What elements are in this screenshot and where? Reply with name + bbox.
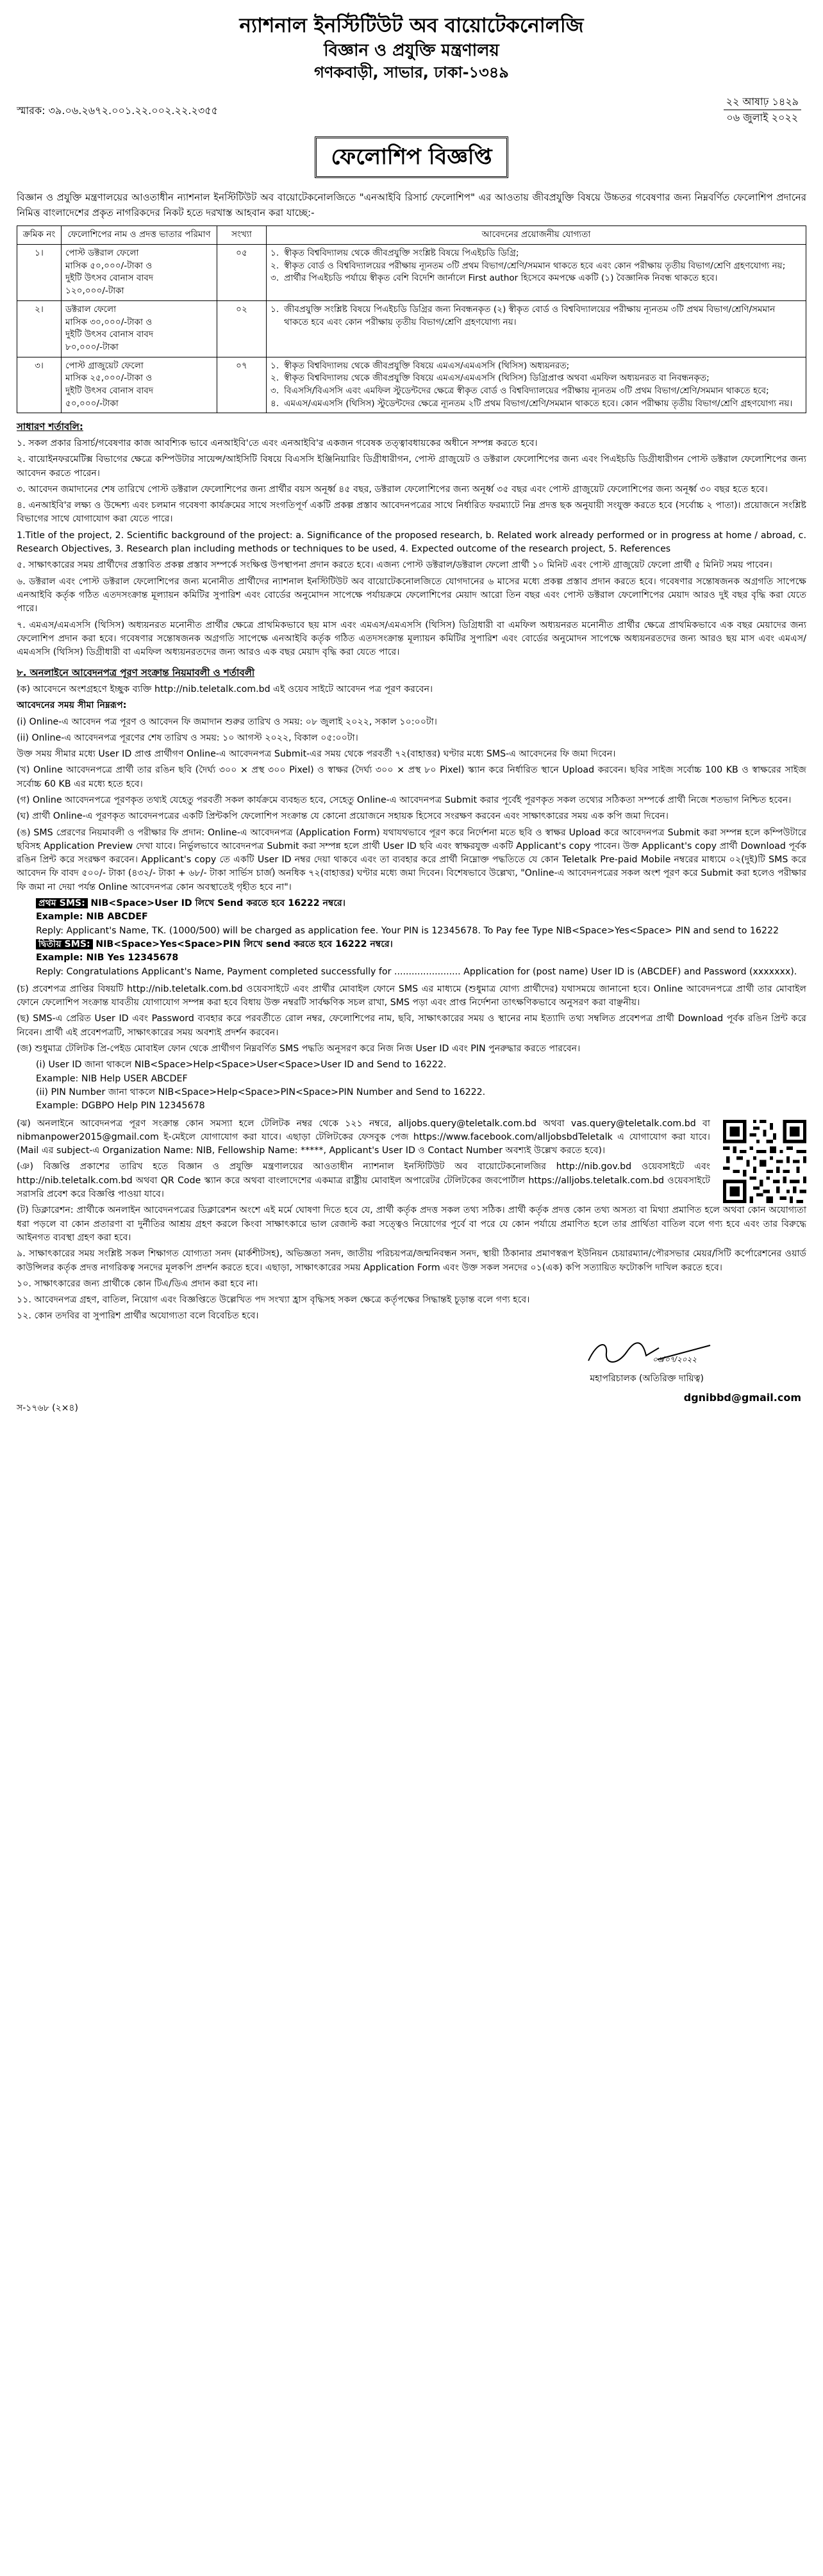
qualification-item: ৩. বিএসসি/বিএসসি এবং এমফিল স্টুডেন্টদের ক্ষেত্রে স্বীকৃত বোর্ড ও বিশ্ববিদ্যালয়ের পরীক্ষায় ন্যূনতম ৩টি প্রথম বিভাগ/শ্রেণি/সমমান থাকতে হবে;	[270, 386, 769, 397]
row-fellowship	[62, 300, 217, 357]
handwritten-signature	[582, 1334, 723, 1372]
fellowship-line: দুইটি উৎসব বোনাস বাবদ	[65, 386, 154, 397]
recover-pin-example: Example: DGBPO Help PIN 12345678	[36, 1101, 205, 1112]
online-rule: (চ) প্রবেশপত্র প্রাপ্তির বিষয়টি http://nib.teletalk.com.bd ওয়েবসাইটে এবং প্রার্থীর মোবাইল ফোনে SMS এর মাধ্যমে (শুধুমাত্র যোগ্য প্রার্থীদের) যথাসময়ে জানানো হবে। Online আবেদনপত্রে প্রার্থী তার মোবাইল ফোনে ফেলোশিপ সংক্রান্ত যাবতীয় যোগাযোগ সম্পন্ন করা হবে বিধায় উক্ত নম্বরটি সার্বক্ষণিক সচল রাখা, SMS পড়া এবং প্রাপ্ত নির্দেশনা তাৎক্ষণিকভাবে অনুসরণ করা বাঞ্ছনীয়।	[17, 983, 806, 1008]
row-count: ০৫	[217, 245, 267, 301]
row-fellowship	[62, 357, 217, 413]
fellowship-line: মাসিক ৩০,০০০/-টাকা ও	[65, 316, 153, 327]
tail-condition: ১২. কোন তদবির বা সুপারিশ প্রার্থীর অযোগ্যতা বলে বিবেচিত হবে।	[17, 1311, 259, 1322]
qualification-item: ২. স্বীকৃত বিশ্ববিদ্যালয় থেকে জীবপ্রযুক্তি বিষয়ে এমএস/এমএসসি (থিসিস) ডিগ্রিপ্রাপ্ত অথবা এমফিল অধ্যয়নরত বা নিবন্ধনকৃত;	[270, 373, 710, 384]
first-sms-tag: প্রথম SMS:	[36, 898, 88, 908]
time-start: (i) Online-এ আবেদন পত্র পূরণ ও আবেদন ফি জমাদান শুরুর তারিখ ও সময়: ০৮ জুলাই ২০২২, সকাল ১০:০০টা।	[17, 716, 437, 727]
second-sms-format: NIB<Space>Yes<Space>PIN লিখে send করতে হবে 16222 নম্বরে।	[96, 939, 393, 949]
first-sms-example: Example: NIB ABCDEF	[36, 912, 148, 923]
row-qualification	[267, 357, 806, 413]
fellowship-title: ডক্টরাল ফেলো	[65, 304, 117, 315]
table-header-row	[17, 226, 806, 245]
table-row	[17, 300, 806, 357]
general-condition: ২. বায়োইনফরমেটিক্স বিভাগের ক্ষেত্রে কম্পিউটার সায়েন্স/আইসিটি বিষয়ে বিএসসি ইঞ্জিনিয়ারিং ডিগ্রীধারীগন, পোস্ট গ্রাজুয়েট ও ডক্টরাল ফেলোশিপের জন্য এবং পিএইচডি ডিগ্রীধারীগন পোস্ট ডক্টরাল ফেলোশিপের জন্য আবেদন করতে পারেন।	[17, 454, 806, 479]
fellowship-line: ৮০,০০০/-টাকা	[65, 341, 119, 352]
memo-reference: স্মারক: ৩৯.০৬.২৬৭২.০০১.২২.০০২.২২.২৩৫৫	[17, 104, 219, 117]
recover-pin: (ii) PIN Number জানা থাকলে NIB<Space>Help<Space>PIN<Space>PIN Number and Send to 16222.	[36, 1087, 486, 1097]
first-sms-reply: Reply: Applicant's Name, TK. (1000/500) will be charged as application fee. Your PIN is 12345678. To Pay fee Type NIB<Space>Yes<Space> PIN and send to 16222	[36, 925, 779, 936]
online-rules-heading: ৮. অনলাইনে আবেদনপত্র পূরণ সংক্রান্ত নিয়মাবলী ও শর্তাবলী	[17, 667, 255, 679]
date-bangla: ২২ আষাঢ় ১৪২৯	[724, 94, 801, 110]
online-rule: (খ) Online আবেদনপত্রে প্রার্থী তার রঙিন ছবি (দৈর্ঘ্য ৩০০ × প্রস্থ ৩০০ Pixel) ও স্বাক্ষর (দৈর্ঘ্য ৩০০ × প্রস্থ ৮০ Pixel) স্ক্যান করে নির্ধারিত স্থানে Upload করবেন। ছবির সাইজ সর্বোচ্চ 100 KB ও স্বাক্ষরের সাইজ সর্বোচ্চ 60 KB এর মধ্যে হতে হবে।	[17, 765, 806, 789]
row-count: ০২	[217, 300, 267, 357]
online-rule: (ঘ) প্রার্থী Online-এ পূরণকৃত আবেদনপত্রের একটি প্রিন্টকপি ফেলোশিপ সংক্রান্ত যে কোনো প্রয়োজনে সহায়ক হিসেবে সংরক্ষণ করবেন এবং সাক্ষাৎকারের সময় এক কপি জমা দিবেন।	[17, 811, 669, 822]
general-conditions-heading: সাধারণ শর্তাবলি:	[17, 421, 83, 433]
institute-name: ন্যাশনাল ইনস্টিটিউট অব বায়োটেকনোলজি	[239, 14, 584, 37]
sms-instructions	[36, 897, 806, 979]
online-rule: (গ) Online আবেদনপত্রে পূরণকৃত তথ্যই যেহেতু পরবর্তী সকল কার্যক্রমে ব্যবহৃত হবে, সেহেতু Online-এ আবেদনপত্র Submit করার পূর্বেই পূরণকৃত সকল তথ্যের সঠিকতা সম্পর্কে প্রার্থী নিজে শতভাগ নিশ্চিত হবেন।	[17, 795, 792, 805]
fellowship-line: মাসিক ৫০,০০০/-টাকা ও	[65, 260, 153, 271]
time-fee: উক্ত সময় সীমার মধ্যে User ID প্রাপ্ত প্রার্থীগণ Online-এ আবেদনপত্র Submit-এর সময় থেকে পরবর্তী ৭২(বাহাত্তর) ঘণ্টার মধ্যে SMS-এ আবেদনের ফি জমা দিবেন।	[17, 749, 616, 760]
date-gregorian: ০৬ জুলাই ২০২২	[726, 111, 799, 124]
institute-address: গণকবাড়ী, সাভার, ঢাকা-১৩৪৯	[314, 63, 509, 81]
contact-info: (ঝ) অনলাইনে আবেদনপত্র পূরণ সংক্রান্ত কোন সমস্যা হলে টেলিটক নম্বর থেকে ১২১ নম্বরে, alljobs.query@teletalk.com.bd অথবা vas.query@teletalk.com.bd বা nibmanpower2015@gmail.com ই-মেইলে যোগাযোগ করা যাবে। এছাড়া টেলিটকের ফেসবুক পেজ https://www.facebook.com/alljobsbdTeletalk এ যোগাযোগ করা যাবে। (Mail এর subject-এ Organization Name: NIB, Fellowship Name: *****, Applicant's User ID ও Contact Number অবশ্যই উল্লেখ করতে হবে)।	[17, 1118, 710, 1156]
letterhead	[17, 13, 806, 83]
second-sms-example: Example: NIB Yes 12345678	[36, 953, 179, 964]
fellowship-line: দুইটি উৎসব বোনাস বাবদ	[65, 273, 154, 284]
qualification-item: ৩. প্রার্থীর পিএইচডি পর্যায়ে স্বীকৃত বেশি বিদেশি জার্নালে First author হিসেবে কমপক্ষে একটি (১) বৈজ্ঞানিক নিবন্ধ থাকতে হবে।	[270, 273, 718, 284]
tail-condition: ১১. আবেদনপত্র গ্রহণ, বাতিল, নিয়োগ এবং বিজ্ঞপ্তিতে উল্লেখিত পদ সংখ্যা হ্রাস বৃদ্ধিসহ সকল ক্ষেত্রে কর্তৃপক্ষের সিদ্ধান্তই চূড়ান্ত বলে গণ্য হবে।	[17, 1295, 530, 1306]
row-qualification	[267, 245, 806, 301]
circular-availability: (ঞ) বিজ্ঞপ্তি প্রকাশের তারিখ হতে বিজ্ঞান ও প্রযুক্তি মন্ত্রণালয়ের আওতাধীন ন্যাশনাল ইনস্টিটিউট অব বায়োটেকনোলজির http://nib.gov.bd ওয়েবসাইটে এবং http://nib.teletalk.com.bd অথবা QR Code স্ক্যান করে অথবা বাংলাদেশের একমাত্র রাষ্ট্রীয় মোবাইল অপারেটর টেলিটকের জবপোর্টাল https://alljobs.teletalk.com.bd ওয়েবসাইটে সরাসরি প্রবেশ করে বিজ্ঞপ্তি পাওয়া যাবে।	[17, 1161, 710, 1200]
fellowship-title: পোস্ট গ্রাজুয়েট ফেলো	[65, 360, 144, 371]
header-count: সংখ্যা	[217, 226, 267, 245]
intro-paragraph: বিজ্ঞান ও প্রযুক্তি মন্ত্রণালয়ের আওতাধীন ন্যাশনাল ইনস্টিটিউট অব বায়োটেকনোলজিতে "এনআইবি রিসার্চ ফেলোশিপ" এর আওতায় জীবপ্রযুক্তি বিষয়ে উচ্চতর গবেষণার জন্য নিম্নবর্ণিত ফেলোশিপ প্রদানের নিমিত্ত বাংলাদেশের প্রকৃত নাগরিকদের নিকট হতে দরখাস্ত আহবান করা যাচ্ছে:-	[17, 192, 806, 219]
general-condition: ১. সকল প্রকার রিসার্চ/গবেষণার কাজ আবশ্যিক ভাবে এনআইবি'তে এবং এনআইবি'র একজন গবেষক তত্ত্বাবধায়কের অধীনে সম্পন্ন করতে হবে।	[17, 438, 538, 448]
memo-row	[17, 94, 806, 133]
fellowship-line: ৫০,০০০/-টাকা	[65, 398, 119, 409]
general-condition: ৩. আবেদন জমাদানের শেষ তারিখে পোস্ট ডক্টরাল ফেলোশিপের জন্য প্রার্থীর বয়স অনূর্ধ্ব ৪৫ বছর, ডক্টরাল ফেলোশিপের জন্য অনূর্ধ্ব ৩৫ বছর এবং পোস্ট গ্রাজুয়েট ফেলোশিপের জন্য অনূর্ধ্ব ৩০ বছর হতে হবে।	[17, 484, 768, 495]
press-code: স-১৭৬৮ (২×৪)	[17, 1402, 78, 1413]
table-row	[17, 357, 806, 413]
fellowship-table	[17, 226, 806, 413]
row-fellowship	[62, 245, 217, 301]
ministry-name: বিজ্ঞান ও প্রযুক্তি মন্ত্রণালয়	[324, 40, 499, 60]
signatory-email: dgnibbd@gmail.com	[683, 1391, 801, 1404]
qualification-item: ২. স্বীকৃত বোর্ড ও বিশ্ববিদ্যালয়ের পরীক্ষায় ন্যূনতম ৩টি প্রথম বিভাগ/শ্রেণি/সমমান থাকতে হবে এবং কোন পরীক্ষায় তৃতীয় বিভাগ/শ্রেণি গ্রহণযোগ্য নয়;	[270, 260, 786, 271]
second-sms	[36, 938, 806, 951]
qualification-item: ৪. এমএস/এমএসসি (থিসিস) স্টুডেন্টদের ক্ষেত্রে ন্যূনতম ২টি প্রথম বিভাগ/শ্রেণি/সমমান থাকতে হবে। কোন পরীক্ষায় তৃতীয় বিভাগ/শ্রেণি গ্রহণযোগ্য নয়।	[270, 398, 793, 409]
tail-condition: ৯. সাক্ষাৎকারের সময় সংশ্লিষ্ট সকল শিক্ষাগত যোগ্যতা সনদ (মার্কশীটসহ), অভিজ্ঞতা সনদ, জাতীয় পরিচয়পত্র/জন্মনিবন্ধন সনদ, স্থায়ী ঠিকানার প্রমাণস্বরূপ ইউনিয়ন চেয়ারম্যান/পৌরসভার মেয়র/সিটি কর্পোরেশনের ওয়ার্ড কাউন্সিলর কর্তৃক প্রদত্ত নাগরিকত্ব সনদের মূলকপি প্রদর্শন করতে হবে। এছাড়া, সাক্ষাৎকারের সময় Application Form এবং উক্ত সকল সনদের ০১(এক) কপি সত্যায়িত ফটোকপি দাখিল করতে হবে।	[17, 1249, 806, 1273]
second-sms-reply: Reply: Congratulations Applicant's Name, Payment completed successfully for ....................... Application for (post name) User ID is (ABCDEF) and Password (xxxxxxx).	[36, 966, 797, 977]
row-serial: ১।	[17, 245, 62, 301]
time-heading: আবেদনের সময় সীমা নিম্নরূপ:	[17, 700, 127, 711]
project-format: 1.Title of the project, 2. Scientific background of the project: a. Significance of the proposed research, b. Related work already performed or in progress at home / abroad, c. Research Objectives, 3. Research plan including methods or techniques to be used, 4. Expected outcome of the research project, 5. References	[17, 530, 806, 555]
tail-condition: ১০. সাক্ষাৎকারের জন্য প্রার্থীকে কোন টিএ/ডিএ প্রদান করা হবে না।	[17, 1278, 258, 1289]
qualification-item: ১. স্বীকৃত বিশ্ববিদ্যালয় থেকে জীবপ্রযুক্তি সংশ্লিষ্ট বিষয়ে পিএইচডি ডিগ্রি;	[270, 248, 519, 259]
online-rule: (জ) শুধুমাত্র টেলিটক প্রি-পেইড মোবাইল ফোন থেকে প্রার্থীগণ নিম্নবর্ণিত SMS পদ্ধতি অনুসরণ করে নিজ নিজ User ID এবং PIN পুনরুদ্ধার করতে পারবেন।	[17, 1044, 581, 1054]
time-end: (ii) Online-এ আবেদনপত্র পূরণের শেষ তারিখ ও সময়: ১০ আগস্ট ২০২২, বিকাল ০৫:০০টা।	[17, 732, 358, 743]
general-condition: ৬. ডক্টরাল এবং পোস্ট ডক্টরাল ফেলোশিপের জন্য মনোনীত প্রার্থীদের ন্যাশনাল ইনস্টিটিউট অব বায়োটেকনোলজিতে যোগদানের ৬ মাসের মধ্যে প্রকল্প প্রস্তাব প্রদান করতে হবে। গবেষণার সন্তোষজনক অগ্রগতি সাপেক্ষে এনআইবি কর্তৃক গঠিত এতদসংক্রান্ত মূল্যায়ন কমিটির সুপারিশ এবং বোর্ডের অনুমোদন সাপেক্ষে পর্যায়ক্রমে ফেলোশিপের মেয়াদ আরো তিন বছর এবং পোস্ট ডক্টরাল ফেলোশিপের মেয়াদ আরও দুই বছর বৃদ্ধি করা যেতে পারে।	[17, 576, 806, 614]
online-rule: (ক) আবেদনে অংশগ্রহণে ইচ্ছুক ব্যক্তি http://nib.teletalk.com.bd এই ওয়েব সাইটে আবেদন পত্র পূরণ করবেন।	[17, 684, 433, 694]
fellowship-title: পোস্ট ডক্টরাল ফেলো	[65, 248, 139, 259]
first-sms	[36, 897, 806, 910]
svg-text:০৬/০৭/২০২২: ০৬/০৭/২০২২	[653, 1354, 697, 1364]
header-serial: ক্রমিক নং	[17, 226, 62, 245]
second-sms-tag: দ্বিতীয় SMS:	[36, 939, 93, 949]
signature-block	[17, 1330, 806, 1420]
memo-dates	[724, 94, 801, 126]
signatory-designation: মহাপরিচালক (অতিরিক্ত দায়িত্ব)	[590, 1373, 704, 1384]
contact-block	[17, 1117, 806, 1202]
header-fellowship: ফেলোশিপের নাম ও প্রদত্ত ভাতার পরিমাণ	[62, 226, 217, 245]
general-condition: ৫. সাক্ষাৎকারের সময় প্রার্থীদের প্রস্তাবিত প্রকল্প প্রস্তাব সম্পর্কে সংক্ষিপ্ত উপস্থাপনা প্রদান করতে হবে। এজন্য পোস্ট ডক্টরাল/ডক্টরাল ফেলো প্রার্থী ১০ মিনিট এবং পোস্ট গ্রাজুয়েট ফেলো প্রার্থী ৫ মিনিট সময় পাবেন।	[17, 560, 772, 571]
table-row	[17, 245, 806, 301]
fellowship-line: মাসিক ২৫,০০০/-টাকা ও	[65, 373, 153, 384]
row-count: ০৭	[217, 357, 267, 413]
row-qualification	[267, 300, 806, 357]
row-serial: ৩।	[17, 357, 62, 413]
recovery-instructions	[36, 1058, 806, 1113]
notice-title: ফেলোশিপ বিজ্ঞপ্তি	[315, 136, 508, 178]
qualification-item: ১. স্বীকৃত বিশ্ববিদ্যালয় থেকে জীবপ্রযুক্তি বিষয়ে এমএস/এমএসসি (থিসিস) অধ্যয়নরত;	[270, 360, 570, 371]
header-qualification: আবেদনের প্রয়োজনীয় যোগ্যতা	[267, 226, 806, 245]
recover-userid-example: Example: NIB Help USER ABCDEF	[36, 1073, 188, 1084]
recover-userid: (i) User ID জানা থাকলে NIB<Space>Help<Space>User<Space>User ID and Send to 16222.	[36, 1060, 447, 1071]
qr-code-icon[interactable]	[723, 1120, 806, 1203]
online-rule: (ছ) SMS-এ প্রেরিত User ID এবং Password ব্যবহার করে পরবর্তীতে রোল নম্বর, ফেলোশিপের নাম, ছবি, সাক্ষাৎকারের সময় ও স্থানের নাম ইত্যাদি তথ্য সম্বলিত প্রবেশপত্র প্রার্থী Download পূর্বক রঙিন প্রিন্ট করে নিবেন। প্রার্থী এই প্রবেশপত্রটি, সাক্ষাৎকারের সময় অবশ্যই প্রদর্শন করবেন।	[17, 1013, 806, 1038]
first-sms-format: NIB<Space>User ID লিখে Send করতে হবে 16222 নম্বরে।	[90, 898, 345, 909]
notice-page	[17, 13, 806, 1420]
declaration: (ট) ডিক্লারেশন: প্রার্থীকে অনলাইন আবেদনপত্রের ডিক্লারেশন অংশে এই মর্মে ঘোষণা দিতে হবে যে, প্রার্থী কর্তৃক প্রদত্ত সকল তথ্য সঠিক। প্রার্থী কর্তৃক প্রদত্ত কোন তথ্য অসত্য বা মিথ্যা প্রমাণিত হলে অথবা কোন অযোগ্যতা ধরা পড়লে বা কোন প্রতারণা বা দুর্নীতির আশ্রয় গ্রহণ করলে কিংবা সাক্ষাৎকারে ভাল রেজাল্ট করা সত্ত্বেও নিয়োগের পূর্বে বা পরে যে কোন পর্যায়ে প্রমাণিত হলে তার প্রার্থিতা বাতিল বলে গণ্য হবে এবং তার বিরুদ্ধে আইনগত ব্যবস্থা গ্রহণ করা হবে।	[17, 1205, 806, 1243]
row-serial: ২।	[17, 300, 62, 357]
general-condition: ৭. এমএস/এমএসসি (থিসিস) অধ্যয়নরত মনোনীত প্রার্থীর ক্ষেত্রে প্রাথমিকভাবে ছয় মাস এবং এমএস/এমএসসি (থিসিস) ডিগ্রিধারী বা এমফিল অধ্যয়নরত মনোনীত প্রার্থীর ক্ষেত্রে প্রাথমিকভাবে এক বছর মেয়াদের জন্য ফেলোশিপ প্রদান করা হবে। গবেষণার সন্তোষজনক অগ্রগতি সাপেক্ষে এনআইবি কর্তৃক গঠিত এতদসংক্রান্ত মূল্যায়ন কমিটির সুপারিশ এবং বোর্ডের অনুমোদন সাপেক্ষে অধ্যয়নরতদের জন্য আরও ছয় মাস এবং এমএস/এমএসসি (থিসিস) ডিগ্রীধারী বা এমফিল অধ্যয়নরতদের জন্য আরও এক বছর মেয়াদ বৃদ্ধি করা যেতে পারে।	[17, 619, 806, 658]
fellowship-line: ১২০,০০০/-টাকা	[65, 286, 124, 297]
sms-rules: (ঙ) SMS প্রেরণের নিয়মাবলী ও পরীক্ষার ফি প্রদান: Online-এ আবেদনপত্র (Application Form) যথাযথভাবে পূরণ করে নির্দেশনা মতে ছবি ও স্বাক্ষর Upload করে আবেদনপত্র Submit করা সম্পন্ন হলে কম্পিউটারে ছবিসহ Application Preview দেখা যাবে। নির্ভুলভাবে আবেদনপত্র Submit করা সম্পন্ন হলে প্রার্থী User ID ছবি এবং স্বাক্ষরযুক্ত একটি Applicant's copy পাবেন। উক্ত Applicant's copy প্রার্থী Download পূর্বক রঙিন প্রিন্ট করে সংরক্ষণ করবেন। Applicant's copy তে একটি User ID নম্বর দেয়া থাকবে এবং তা ব্যবহার করে প্রার্থী নিম্নোক্ত পদ্ধতিতে যে কোন Teletalk Pre-paid Mobile নম্বরের মাধ্যমে ০২(দুই)টি SMS করে আবেদন ফি বাবদ ৫০০/- টাকা (৪৩২/- টাকা + ৬৮/- টাকা সার্ভিস চার্জ) অনধিক ৭২(বাহাত্তর) ঘণ্টার মধ্যে জমা দিবেন। বিশেষভাবে উল্লেখ্য, "Online-এ আবেদনপত্রের সকল অংশ পূরণ করে Submit করা হলেও পরীক্ষার ফি জমা না দেয়া পর্যন্ত Online আবেদনপত্র কোন অবস্থাতেই গৃহীত হবে না"।	[17, 827, 806, 892]
fellowship-line: দুইটি উৎসব বোনাস বাবদ	[65, 329, 154, 340]
qualification-item: ১. জীবপ্রযুক্তি সংশ্লিষ্ট বিষয়ে পিএইচডি ডিগ্রির জন্য নিবন্ধনকৃত (২) স্বীকৃত বোর্ড ও বিশ্ববিদ্যালয়ের পরীক্ষায় ন্যূনতম ৩টি প্রথম বিভাগ/শ্রেণি/সমমান থাকতে হবে এবং কোন পরীক্ষায় তৃতীয় বিভাগ/শ্রেণি গ্রহণযোগ্য নয়।	[270, 304, 776, 327]
general-condition: ৪. এনআইবি'র লক্ষ্য ও উদ্দেশ্য এবং চলমান গবেষণা কার্যক্রমের সাথে সংগতিপূর্ণ একটি প্রকল্প প্রস্তাব আবেদনপত্রের সাথে নির্ধারিত ফরম্যাটে নিম্ন প্রদত্ত ছক অনুযায়ী সংযুক্ত করতে হবে (সর্বোচ্চ ২ পাতা)। প্রয়োজনে সংশ্লিষ্ট বিভাগের সাথে যোগাযোগ করা যেতে পারে।	[17, 500, 806, 525]
